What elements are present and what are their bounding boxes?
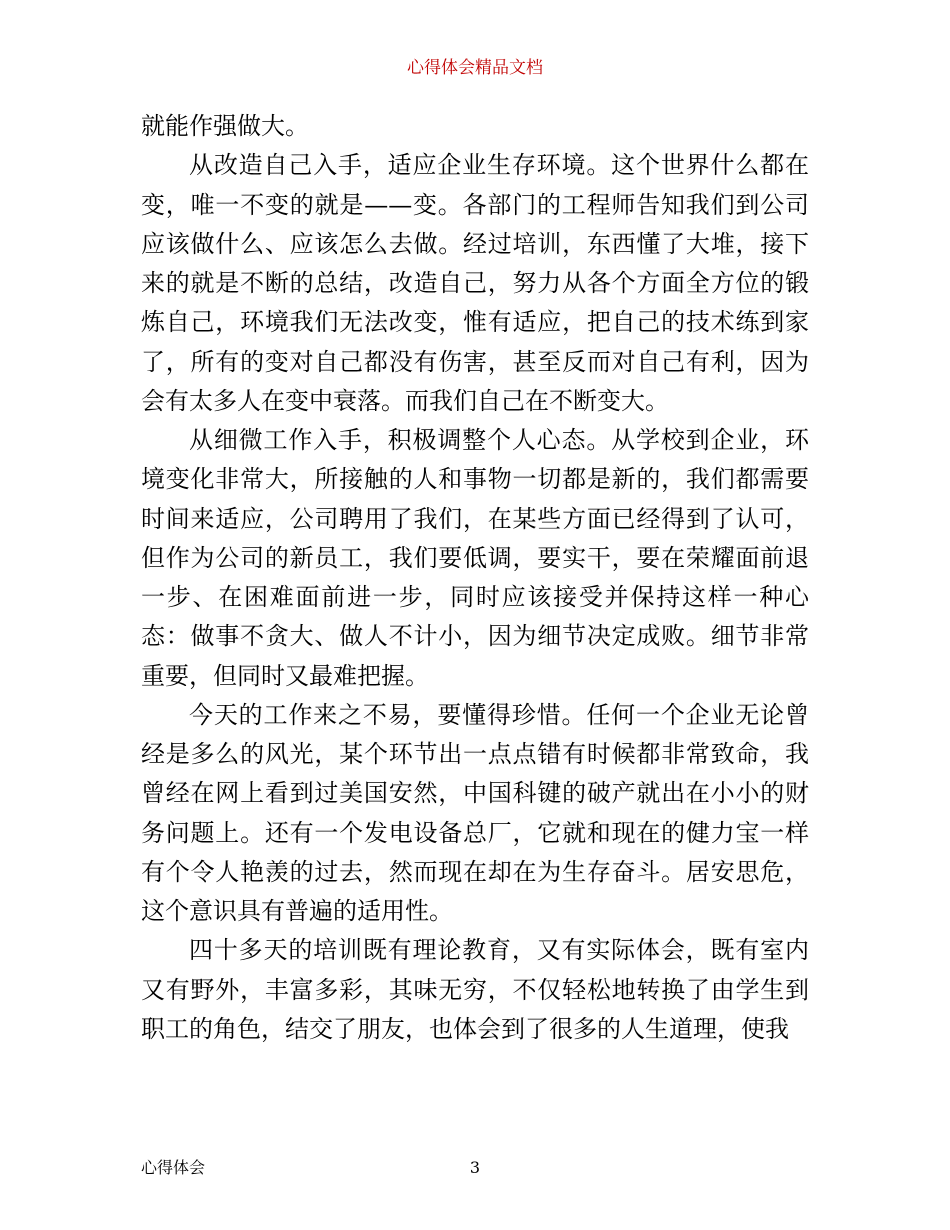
- document-body: [141, 107, 809, 1049]
- page-header-title: 心得体会精品文档: [407, 58, 543, 78]
- paragraph-2: 从改造自己入手，适应企业生存环境。这个世界什么都在变，唯一不变的就是——变。各部门的工程师告知我们到公司应该做什么、应该怎么去做。经过培训，东西懂了大堆，接下来的就是不断的总结，改造自己，努力从各个方面全方位的锻炼自己，环境我们无法改变，惟有适应，把自己的技术练到家了，所有的变对自己都没有伤害，甚至反而对自己有利，因为会有太多人在变中衰落。而我们自己在不断变大。: [141, 151, 809, 415]
- paragraph-3: 从细微工作入手，积极调整个人心态。从学校到企业，环境变化非常大，所接触的人和事物一切都是新的，我们都需要时间来适应，公司聘用了我们，在某些方面已经得到了认可，但作为公司的新员工，我们要低调，要实干，要在荣耀面前退一步、在困难面前进一步，同时应该接受并保持这样一种心态：做事不贪大、做人不计小，因为细节决定成败。细节非常重要，但同时又最难把握。: [141, 426, 809, 690]
- paragraph-5: 四十多天的培训既有理论教育，又有实际体会，既有室内又有野外，丰富多彩，其味无穷，不仅轻松地转换了由学生到职工的角色，结交了朋友，也体会到了很多的人生道理，使我: [141, 936, 809, 1043]
- paragraph-1: 就能作强做大。: [141, 112, 309, 140]
- paragraph-4: 今天的工作来之不易，要懂得珍惜。任何一个企业无论曾经是多么的风光，某个环节出一点点错有时候都非常致命，我曾经在网上看到过美国安然，中国科键的破产就出在小小的财务问题上。还有一个发电设备总厂，它就和现在的健力宝一样有个令人艳羡的过去，然而现在却在为生存奋斗。居安思危，这个意识具有普遍的适用性。: [141, 700, 809, 925]
- footer-label: 心得体会: [141, 1158, 206, 1177]
- page-number: 3: [469, 1158, 481, 1177]
